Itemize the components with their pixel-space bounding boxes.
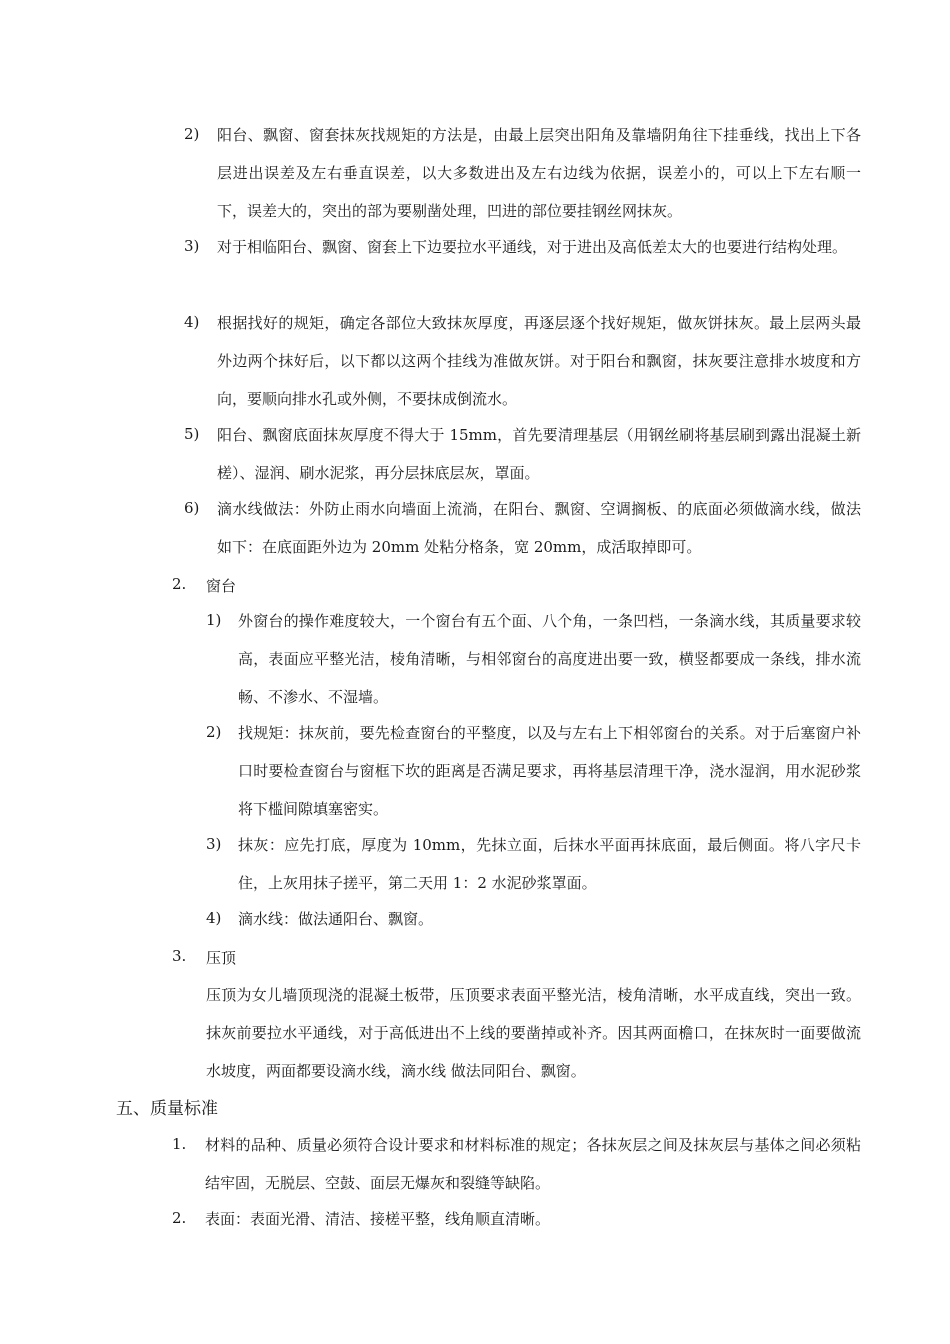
item-number: 2) bbox=[206, 723, 222, 741]
item-text: 根据找好的规矩，确定各部位大致抹灰厚度，再逐层逐个找好规矩，做灰饼抹灰。最上层两头最外边两个抹好后，以下都以这两个挂线为准做灰饼。对于阳台和飘窗，抹灰要注意排水坡度和方向，要顺向排水孔或外侧，不要抹成倒流水。 bbox=[217, 314, 861, 408]
item-text: 滴水线做法：外防止雨水向墙面上流淌，在阳台、飘窗、空调搁板、的底面必须做滴水线，做法如下：在底面距外边为 20mm 处粘分格条，宽 20mm，成活取掉即可。 bbox=[217, 500, 861, 556]
item-text: 材料的品种、质量必须符合设计要求和材料标准的规定；各抹灰层之间及抹灰层与基体之间必须粘结牢固，无脱层、空鼓、面层无爆灰和裂缝等缺陷。 bbox=[205, 1136, 861, 1192]
subsection-title: 压顶 bbox=[206, 949, 237, 967]
paragraph-text: 压顶为女儿墙顶现浇的混凝土板带，压顶要求表面平整光洁，棱角清晰，水平成直线，突出一致。抹灰前要拉水平通线，对于高低进出不上线的要凿掉或补齐。因其两面檐口，在抹灰时一面要做流水坡度，两面都要设滴水线，滴水线 做法同阳台、飘窗。 bbox=[206, 986, 861, 1080]
item-text: 抹灰：应先打底，厚度为 10mm，先抹立面，后抹水平面再抹底面，最后侧面。将八字尺卡住，上灰用抹子搓平，第二天用 1：2 水泥砂浆罩面。 bbox=[238, 836, 861, 892]
subsection-title: 窗台 bbox=[206, 577, 237, 595]
item-number: 6) bbox=[184, 499, 200, 517]
item-number: 3) bbox=[184, 237, 200, 255]
subsection-number: 2. bbox=[172, 575, 187, 593]
item-text: 阳台、飘窗底面抹灰厚度不得大于 15mm，首先要清理基层（用钢丝刷将基层刷到露出混凝土新槎）、湿润、刷水泥浆，再分层抹底层灰，罩面。 bbox=[217, 426, 861, 482]
item-text: 阳台、飘窗、窗套抹灰找规矩的方法是，由最上层突出阳角及靠墙阴角往下挂垂线，找出上下各层进出误差及左右垂直误差，以大多数进出及左右边线为依据，误差小的，可以上下左右顺一下，误差大的，突出的部为要剔凿处理，凹进的部位要挂钢丝网抹灰。 bbox=[217, 126, 861, 220]
item-number: 4) bbox=[206, 909, 222, 927]
item-number: 4) bbox=[184, 313, 200, 331]
item-text: 找规矩：抹灰前，要先检查窗台的平整度，以及与左右上下相邻窗台的关系。对于后塞窗户补口时要检查窗台与窗框下坎的距离是否满足要求，再将基层清理干净，浇水湿润，用水泥砂浆将下槛间隙填塞密实。 bbox=[238, 724, 861, 818]
item-number: 2. bbox=[172, 1209, 187, 1227]
item-text: 外窗台的操作难度较大，一个窗台有五个面、八个角，一条凹档，一条滴水线，其质量要求较高，表面应平整光洁，棱角清晰，与相邻窗台的高度进出要一致，横竖都要成一条线，排水流畅、不渗水、不湿墙。 bbox=[238, 612, 861, 706]
item-number: 3) bbox=[206, 835, 222, 853]
item-number: 5) bbox=[184, 425, 200, 443]
item-text: 滴水线：做法通阳台、飘窗。 bbox=[238, 910, 434, 928]
item-text: 对于相临阳台、飘窗、窗套上下边要拉水平通线，对于进出及高低差太大的也要进行结构处理。 bbox=[217, 238, 848, 256]
section-heading: 五、质量标准 bbox=[116, 1099, 218, 1119]
item-number: 1) bbox=[206, 611, 222, 629]
subsection-number: 3. bbox=[172, 947, 187, 965]
item-text: 表面：表面光滑、清洁、接槎平整，线角顺直清晰。 bbox=[205, 1210, 551, 1228]
item-number: 2) bbox=[184, 125, 200, 143]
item-number: 1. bbox=[172, 1135, 187, 1153]
